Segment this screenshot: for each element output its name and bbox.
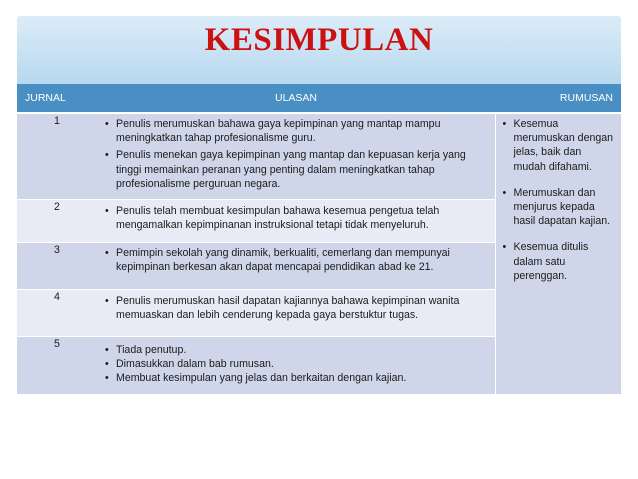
summary-table (17, 84, 621, 395)
header-jurnal: JURNAL (17, 84, 97, 113)
rumusan-cell (495, 113, 621, 394)
ulasan-cell (97, 289, 495, 336)
jurnal-number: 1 (17, 113, 97, 199)
table-row (17, 113, 621, 199)
ulasan-cell (97, 336, 495, 394)
ulasan-cell (97, 113, 495, 199)
rumusan-item: • Kesemua merumuskan dengan jelas, baik dan mudah difahami. (498, 117, 616, 174)
header-ulasan: ULASAN (97, 84, 495, 113)
slide-title: KESIMPULAN (204, 22, 434, 58)
jurnal-number: 4 (17, 289, 97, 336)
jurnal-number: 5 (17, 336, 97, 394)
ulasan-item: • Pemimpin sekolah yang dinamik, berkualiti, cemerlang dan mempunyai kepimpinan berkesan akan dapat mencapai pendidikan abad ke 21. (100, 246, 489, 274)
ulasan-item: • Penulis merumuskan hasil dapatan kajiannya bahawa kepimpinan wanita memuaskan dan lebih cenderung kepada gaya berstuktur tugas. (100, 294, 489, 322)
ulasan-item: • Membuat kesimpulan yang jelas dan berkaitan dengan kajian. (100, 371, 489, 385)
jurnal-number: 2 (17, 199, 97, 242)
ulasan-item: • Penulis telah membuat kesimpulan bahawa kesemua pengetua telah mengamalkan kepimpinanan instruksional tetapi tidak menyeluruh. (100, 204, 489, 232)
ulasan-cell (97, 242, 495, 289)
table-header-row (17, 84, 621, 113)
ulasan-item: • Penulis menekan gaya kepimpinan yang mantap dan kepuasan kerja yang tinggi memainkan peranan yang penting dalam meningkatkan tahap profesionalisme perguruan negara. (100, 148, 489, 191)
header-rumusan: RUMUSAN (495, 84, 621, 113)
ulasan-item: • Penulis merumuskan bahawa gaya kepimpinan yang mantap mampu meningkatkan tahap profesionalisme guru. (100, 117, 489, 145)
rumusan-item: • Kesemua ditulis dalam satu perenggan. (498, 240, 616, 283)
ulasan-cell (97, 199, 495, 242)
ulasan-item: • Tiada penutup. (100, 343, 489, 357)
ulasan-item: • Dimasukkan dalam bab rumusan. (100, 357, 489, 371)
jurnal-number: 3 (17, 242, 97, 289)
rumusan-item: • Merumuskan dan menjurus kepada hasil dapatan kajian. (498, 186, 616, 229)
